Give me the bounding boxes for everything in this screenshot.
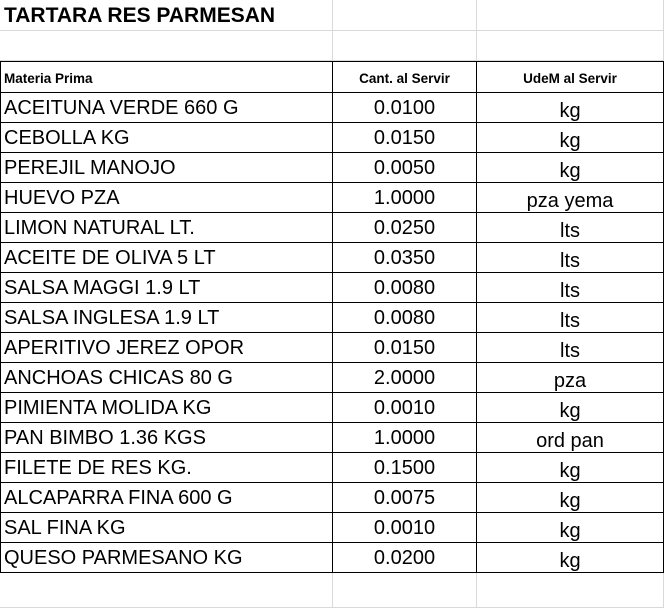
table-row — [0, 393, 664, 423]
empty-cell[interactable] — [333, 31, 477, 61]
cell-unidad[interactable]: kg — [477, 453, 664, 483]
cell-cantidad[interactable]: 2.0000 — [333, 363, 477, 393]
empty-cell[interactable] — [477, 0, 664, 31]
table-row — [0, 183, 664, 213]
empty-row — [0, 31, 664, 61]
cell-materia-prima[interactable]: SALSA INGLESA 1.9 LT — [0, 303, 333, 333]
cell-unidad[interactable]: lts — [477, 333, 664, 363]
empty-cell[interactable] — [333, 0, 477, 31]
cell-cantidad[interactable]: 0.0010 — [333, 393, 477, 423]
table-row — [0, 123, 664, 153]
cell-cantidad[interactable]: 1.0000 — [333, 423, 477, 453]
table-row — [0, 243, 664, 273]
table-row — [0, 153, 664, 183]
empty-row — [0, 573, 664, 608]
empty-cell[interactable] — [0, 31, 333, 61]
cell-unidad[interactable]: kg — [477, 483, 664, 513]
table-row — [0, 93, 664, 123]
cell-materia-prima[interactable]: ACEITUNA VERDE 660 G — [0, 93, 333, 123]
title-row — [0, 0, 664, 31]
cell-unidad[interactable]: kg — [477, 93, 664, 123]
cell-materia-prima[interactable]: QUESO PARMESANO KG — [0, 543, 333, 573]
table-row — [0, 513, 664, 543]
table-row — [0, 273, 664, 303]
cell-materia-prima[interactable]: FILETE DE RES KG. — [0, 453, 333, 483]
cell-unidad[interactable]: kg — [477, 393, 664, 423]
cell-unidad[interactable]: lts — [477, 273, 664, 303]
empty-cell[interactable] — [0, 573, 333, 608]
header-materia-prima[interactable]: Materia Prima — [0, 62, 333, 93]
cell-materia-prima[interactable]: SAL FINA KG — [0, 513, 333, 543]
cell-materia-prima[interactable]: ALCAPARRA FINA 600 G — [0, 483, 333, 513]
cell-cantidad[interactable]: 0.1500 — [333, 453, 477, 483]
cell-cantidad[interactable]: 0.0350 — [333, 243, 477, 273]
cell-unidad[interactable]: kg — [477, 543, 664, 573]
cell-unidad[interactable]: lts — [477, 303, 664, 333]
cell-cantidad[interactable]: 0.0200 — [333, 543, 477, 573]
cell-materia-prima[interactable]: LIMON NATURAL LT. — [0, 213, 333, 243]
sheet-title[interactable]: TARTARA RES PARMESAN — [0, 0, 333, 31]
cell-unidad[interactable]: pza yema — [477, 183, 664, 213]
cell-unidad[interactable]: ord pan — [477, 423, 664, 453]
cell-cantidad[interactable]: 0.0080 — [333, 273, 477, 303]
cell-cantidad[interactable]: 1.0000 — [333, 183, 477, 213]
empty-cell[interactable] — [477, 31, 664, 61]
cell-materia-prima[interactable]: PEREJIL MANOJO — [0, 153, 333, 183]
table-row — [0, 363, 664, 393]
header-cant-al-servir[interactable]: Cant. al Servir — [333, 62, 477, 93]
cell-materia-prima[interactable]: HUEVO PZA — [0, 183, 333, 213]
empty-cell[interactable] — [333, 573, 477, 608]
cell-cantidad[interactable]: 0.0100 — [333, 93, 477, 123]
table-row — [0, 453, 664, 483]
cell-unidad[interactable]: kg — [477, 123, 664, 153]
cell-cantidad[interactable]: 0.0150 — [333, 333, 477, 363]
cell-materia-prima[interactable]: ACEITE DE OLIVA 5 LT — [0, 243, 333, 273]
cell-unidad[interactable]: pza — [477, 363, 664, 393]
header-row — [0, 62, 664, 93]
cell-materia-prima[interactable]: SALSA MAGGI 1.9 LT — [0, 273, 333, 303]
cell-unidad[interactable]: lts — [477, 243, 664, 273]
cell-materia-prima[interactable]: PAN BIMBO 1.36 KGS — [0, 423, 333, 453]
empty-cell[interactable] — [477, 573, 664, 608]
cell-cantidad[interactable]: 0.0075 — [333, 483, 477, 513]
cell-cantidad[interactable]: 0.0080 — [333, 303, 477, 333]
table-row — [0, 303, 664, 333]
table-row — [0, 423, 664, 453]
table-row — [0, 333, 664, 363]
cell-materia-prima[interactable]: PIMIENTA MOLIDA KG — [0, 393, 333, 423]
table-row — [0, 543, 664, 573]
cell-cantidad[interactable]: 0.0150 — [333, 123, 477, 153]
cell-cantidad[interactable]: 0.0050 — [333, 153, 477, 183]
cell-unidad[interactable]: kg — [477, 513, 664, 543]
table-row — [0, 483, 664, 513]
cell-unidad[interactable]: kg — [477, 153, 664, 183]
cell-unidad[interactable]: lts — [477, 213, 664, 243]
cell-materia-prima[interactable]: APERITIVO JEREZ OPOR — [0, 333, 333, 363]
table-row — [0, 213, 664, 243]
cell-materia-prima[interactable]: ANCHOAS CHICAS 80 G — [0, 363, 333, 393]
header-udem-al-servir[interactable]: UdeM al Servir — [477, 62, 664, 93]
cell-cantidad[interactable]: 0.0250 — [333, 213, 477, 243]
cell-cantidad[interactable]: 0.0010 — [333, 513, 477, 543]
cell-materia-prima[interactable]: CEBOLLA KG — [0, 123, 333, 153]
